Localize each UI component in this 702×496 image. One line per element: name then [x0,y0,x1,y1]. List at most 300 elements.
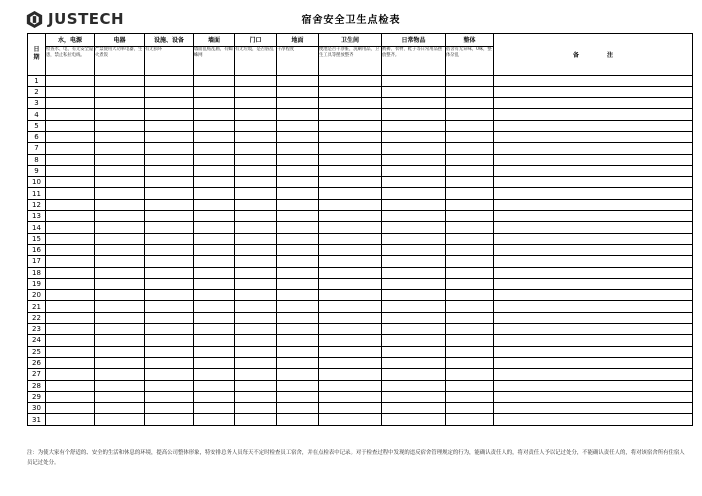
check-cell[interactable] [382,346,446,357]
check-cell[interactable] [319,75,382,86]
check-cell[interactable] [277,301,319,312]
check-cell[interactable] [46,403,95,414]
check-cell[interactable] [277,324,319,335]
check-cell[interactable] [95,335,145,346]
check-cell[interactable] [95,120,145,131]
check-cell[interactable] [277,165,319,176]
check-cell[interactable] [319,414,382,425]
check-cell[interactable] [277,75,319,86]
check-cell[interactable] [46,165,95,176]
check-cell[interactable] [277,369,319,380]
check-cell[interactable] [319,391,382,402]
check-cell[interactable] [95,188,145,199]
check-cell[interactable] [277,244,319,255]
remarks-cell[interactable] [494,324,693,335]
check-cell[interactable] [319,312,382,323]
check-cell[interactable] [194,414,235,425]
check-cell[interactable] [446,324,494,335]
check-cell[interactable] [382,256,446,267]
check-cell[interactable] [95,211,145,222]
check-cell[interactable] [145,86,194,97]
check-cell[interactable] [145,414,194,425]
check-cell[interactable] [446,131,494,142]
check-cell[interactable] [46,143,95,154]
check-cell[interactable] [235,98,277,109]
check-cell[interactable] [319,143,382,154]
check-cell[interactable] [277,131,319,142]
check-cell[interactable] [319,380,382,391]
check-cell[interactable] [95,222,145,233]
check-cell[interactable] [277,256,319,267]
check-cell[interactable] [319,244,382,255]
remarks-cell[interactable] [494,278,693,289]
remarks-cell[interactable] [494,154,693,165]
check-cell[interactable] [95,75,145,86]
check-cell[interactable] [277,222,319,233]
check-cell[interactable] [46,188,95,199]
check-cell[interactable] [145,324,194,335]
check-cell[interactable] [145,301,194,312]
check-cell[interactable] [277,290,319,301]
check-cell[interactable] [95,324,145,335]
check-cell[interactable] [446,188,494,199]
check-cell[interactable] [194,290,235,301]
remarks-cell[interactable] [494,75,693,86]
check-cell[interactable] [194,98,235,109]
check-cell[interactable] [194,369,235,380]
check-cell[interactable] [446,414,494,425]
check-cell[interactable] [95,154,145,165]
remarks-cell[interactable] [494,290,693,301]
check-cell[interactable] [46,120,95,131]
check-cell[interactable] [446,143,494,154]
check-cell[interactable] [95,143,145,154]
remarks-cell[interactable] [494,357,693,368]
check-cell[interactable] [319,188,382,199]
check-cell[interactable] [46,199,95,210]
remarks-cell[interactable] [494,414,693,425]
check-cell[interactable] [446,301,494,312]
check-cell[interactable] [319,199,382,210]
check-cell[interactable] [194,154,235,165]
check-cell[interactable] [277,177,319,188]
check-cell[interactable] [382,177,446,188]
check-cell[interactable] [46,414,95,425]
check-cell[interactable] [319,324,382,335]
check-cell[interactable] [446,312,494,323]
check-cell[interactable] [382,324,446,335]
check-cell[interactable] [235,369,277,380]
check-cell[interactable] [382,391,446,402]
remarks-cell[interactable] [494,98,693,109]
check-cell[interactable] [382,222,446,233]
check-cell[interactable] [145,222,194,233]
remarks-cell[interactable] [494,188,693,199]
check-cell[interactable] [446,244,494,255]
check-cell[interactable] [46,256,95,267]
check-cell[interactable] [46,211,95,222]
check-cell[interactable] [319,98,382,109]
check-cell[interactable] [194,177,235,188]
check-cell[interactable] [194,211,235,222]
check-cell[interactable] [382,244,446,255]
check-cell[interactable] [319,211,382,222]
check-cell[interactable] [145,312,194,323]
check-cell[interactable] [319,301,382,312]
check-cell[interactable] [319,222,382,233]
check-cell[interactable] [235,244,277,255]
check-cell[interactable] [46,98,95,109]
check-cell[interactable] [382,369,446,380]
check-cell[interactable] [319,346,382,357]
check-cell[interactable] [95,165,145,176]
check-cell[interactable] [446,369,494,380]
check-cell[interactable] [319,369,382,380]
check-cell[interactable] [194,267,235,278]
check-cell[interactable] [145,244,194,255]
check-cell[interactable] [446,165,494,176]
check-cell[interactable] [446,256,494,267]
check-cell[interactable] [446,357,494,368]
check-cell[interactable] [46,222,95,233]
check-cell[interactable] [46,380,95,391]
check-cell[interactable] [145,188,194,199]
check-cell[interactable] [277,143,319,154]
check-cell[interactable] [46,75,95,86]
check-cell[interactable] [145,278,194,289]
check-cell[interactable] [382,403,446,414]
check-cell[interactable] [145,109,194,120]
check-cell[interactable] [46,290,95,301]
check-cell[interactable] [382,335,446,346]
check-cell[interactable] [319,278,382,289]
check-cell[interactable] [319,233,382,244]
check-cell[interactable] [382,312,446,323]
remarks-cell[interactable] [494,244,693,255]
remarks-cell[interactable] [494,120,693,131]
check-cell[interactable] [382,233,446,244]
check-cell[interactable] [446,267,494,278]
check-cell[interactable] [194,199,235,210]
check-cell[interactable] [235,143,277,154]
check-cell[interactable] [46,357,95,368]
check-cell[interactable] [145,120,194,131]
check-cell[interactable] [46,177,95,188]
check-cell[interactable] [235,290,277,301]
check-cell[interactable] [235,391,277,402]
check-cell[interactable] [46,346,95,357]
check-cell[interactable] [95,391,145,402]
check-cell[interactable] [319,120,382,131]
check-cell[interactable] [382,98,446,109]
remarks-cell[interactable] [494,346,693,357]
check-cell[interactable] [145,391,194,402]
check-cell[interactable] [446,222,494,233]
check-cell[interactable] [194,244,235,255]
check-cell[interactable] [194,335,235,346]
check-cell[interactable] [194,109,235,120]
check-cell[interactable] [446,380,494,391]
check-cell[interactable] [277,414,319,425]
remarks-cell[interactable] [494,312,693,323]
check-cell[interactable] [235,278,277,289]
check-cell[interactable] [235,211,277,222]
check-cell[interactable] [235,324,277,335]
remarks-cell[interactable] [494,165,693,176]
check-cell[interactable] [277,380,319,391]
check-cell[interactable] [46,154,95,165]
check-cell[interactable] [446,290,494,301]
check-cell[interactable] [95,131,145,142]
check-cell[interactable] [382,86,446,97]
check-cell[interactable] [235,335,277,346]
check-cell[interactable] [277,312,319,323]
check-cell[interactable] [145,131,194,142]
check-cell[interactable] [382,211,446,222]
remarks-cell[interactable] [494,335,693,346]
check-cell[interactable] [382,278,446,289]
check-cell[interactable] [95,414,145,425]
check-cell[interactable] [95,357,145,368]
check-cell[interactable] [194,233,235,244]
check-cell[interactable] [319,335,382,346]
check-cell[interactable] [95,312,145,323]
check-cell[interactable] [145,290,194,301]
check-cell[interactable] [145,199,194,210]
check-cell[interactable] [277,357,319,368]
check-cell[interactable] [194,222,235,233]
check-cell[interactable] [145,143,194,154]
check-cell[interactable] [446,154,494,165]
check-cell[interactable] [95,109,145,120]
check-cell[interactable] [277,199,319,210]
check-cell[interactable] [277,188,319,199]
check-cell[interactable] [277,154,319,165]
check-cell[interactable] [446,233,494,244]
check-cell[interactable] [382,188,446,199]
check-cell[interactable] [145,177,194,188]
check-cell[interactable] [194,165,235,176]
check-cell[interactable] [382,380,446,391]
check-cell[interactable] [446,109,494,120]
check-cell[interactable] [46,109,95,120]
check-cell[interactable] [382,301,446,312]
check-cell[interactable] [95,380,145,391]
check-cell[interactable] [319,267,382,278]
check-cell[interactable] [382,154,446,165]
remarks-cell[interactable] [494,177,693,188]
check-cell[interactable] [95,403,145,414]
check-cell[interactable] [235,414,277,425]
check-cell[interactable] [95,86,145,97]
check-cell[interactable] [194,324,235,335]
check-cell[interactable] [235,177,277,188]
check-cell[interactable] [145,211,194,222]
remarks-cell[interactable] [494,256,693,267]
check-cell[interactable] [382,165,446,176]
check-cell[interactable] [194,301,235,312]
check-cell[interactable] [95,369,145,380]
check-cell[interactable] [194,346,235,357]
check-cell[interactable] [145,165,194,176]
check-cell[interactable] [319,403,382,414]
check-cell[interactable] [194,403,235,414]
check-cell[interactable] [95,346,145,357]
check-cell[interactable] [277,86,319,97]
check-cell[interactable] [235,199,277,210]
check-cell[interactable] [194,131,235,142]
check-cell[interactable] [46,301,95,312]
check-cell[interactable] [446,98,494,109]
check-cell[interactable] [145,335,194,346]
check-cell[interactable] [382,267,446,278]
check-cell[interactable] [277,335,319,346]
check-cell[interactable] [95,244,145,255]
check-cell[interactable] [235,131,277,142]
check-cell[interactable] [194,278,235,289]
check-cell[interactable] [319,86,382,97]
remarks-cell[interactable] [494,109,693,120]
remarks-cell[interactable] [494,143,693,154]
check-cell[interactable] [46,233,95,244]
check-cell[interactable] [145,369,194,380]
check-cell[interactable] [145,403,194,414]
check-cell[interactable] [319,177,382,188]
check-cell[interactable] [46,369,95,380]
check-cell[interactable] [46,86,95,97]
check-cell[interactable] [277,267,319,278]
check-cell[interactable] [319,131,382,142]
check-cell[interactable] [95,233,145,244]
check-cell[interactable] [95,98,145,109]
check-cell[interactable] [46,131,95,142]
remarks-cell[interactable] [494,86,693,97]
check-cell[interactable] [277,233,319,244]
check-cell[interactable] [145,267,194,278]
check-cell[interactable] [382,414,446,425]
check-cell[interactable] [194,188,235,199]
check-cell[interactable] [446,346,494,357]
check-cell[interactable] [382,109,446,120]
check-cell[interactable] [46,312,95,323]
check-cell[interactable] [145,256,194,267]
remarks-cell[interactable] [494,267,693,278]
check-cell[interactable] [446,403,494,414]
check-cell[interactable] [382,357,446,368]
check-cell[interactable] [194,75,235,86]
check-cell[interactable] [194,86,235,97]
remarks-cell[interactable] [494,403,693,414]
check-cell[interactable] [319,290,382,301]
check-cell[interactable] [235,233,277,244]
check-cell[interactable] [382,290,446,301]
check-cell[interactable] [46,267,95,278]
check-cell[interactable] [446,391,494,402]
check-cell[interactable] [446,199,494,210]
check-cell[interactable] [95,278,145,289]
check-cell[interactable] [235,75,277,86]
check-cell[interactable] [95,177,145,188]
check-cell[interactable] [446,335,494,346]
check-cell[interactable] [194,256,235,267]
check-cell[interactable] [319,154,382,165]
check-cell[interactable] [235,188,277,199]
check-cell[interactable] [446,211,494,222]
check-cell[interactable] [235,222,277,233]
check-cell[interactable] [145,233,194,244]
check-cell[interactable] [446,120,494,131]
check-cell[interactable] [235,109,277,120]
check-cell[interactable] [446,177,494,188]
check-cell[interactable] [95,301,145,312]
check-cell[interactable] [235,380,277,391]
check-cell[interactable] [235,256,277,267]
check-cell[interactable] [277,98,319,109]
check-cell[interactable] [145,75,194,86]
check-cell[interactable] [235,120,277,131]
check-cell[interactable] [145,380,194,391]
check-cell[interactable] [194,380,235,391]
check-cell[interactable] [382,199,446,210]
check-cell[interactable] [277,211,319,222]
check-cell[interactable] [194,143,235,154]
check-cell[interactable] [235,346,277,357]
check-cell[interactable] [446,75,494,86]
remarks-cell[interactable] [494,131,693,142]
check-cell[interactable] [235,301,277,312]
check-cell[interactable] [277,403,319,414]
check-cell[interactable] [95,256,145,267]
check-cell[interactable] [382,75,446,86]
check-cell[interactable] [235,86,277,97]
check-cell[interactable] [194,357,235,368]
check-cell[interactable] [235,312,277,323]
check-cell[interactable] [46,244,95,255]
check-cell[interactable] [145,154,194,165]
remarks-cell[interactable] [494,391,693,402]
check-cell[interactable] [95,199,145,210]
check-cell[interactable] [145,98,194,109]
remarks-cell[interactable] [494,222,693,233]
check-cell[interactable] [46,391,95,402]
check-cell[interactable] [382,131,446,142]
check-cell[interactable] [95,290,145,301]
remarks-cell[interactable] [494,233,693,244]
check-cell[interactable] [277,120,319,131]
check-cell[interactable] [277,391,319,402]
check-cell[interactable] [277,278,319,289]
check-cell[interactable] [46,324,95,335]
check-cell[interactable] [446,86,494,97]
check-cell[interactable] [46,335,95,346]
check-cell[interactable] [319,357,382,368]
check-cell[interactable] [145,346,194,357]
check-cell[interactable] [194,391,235,402]
check-cell[interactable] [95,267,145,278]
check-cell[interactable] [277,346,319,357]
check-cell[interactable] [319,256,382,267]
check-cell[interactable] [446,278,494,289]
check-cell[interactable] [382,120,446,131]
remarks-cell[interactable] [494,199,693,210]
remarks-cell[interactable] [494,369,693,380]
check-cell[interactable] [235,267,277,278]
remarks-cell[interactable] [494,380,693,391]
check-cell[interactable] [382,143,446,154]
check-cell[interactable] [319,109,382,120]
remarks-cell[interactable] [494,301,693,312]
check-cell[interactable] [194,312,235,323]
